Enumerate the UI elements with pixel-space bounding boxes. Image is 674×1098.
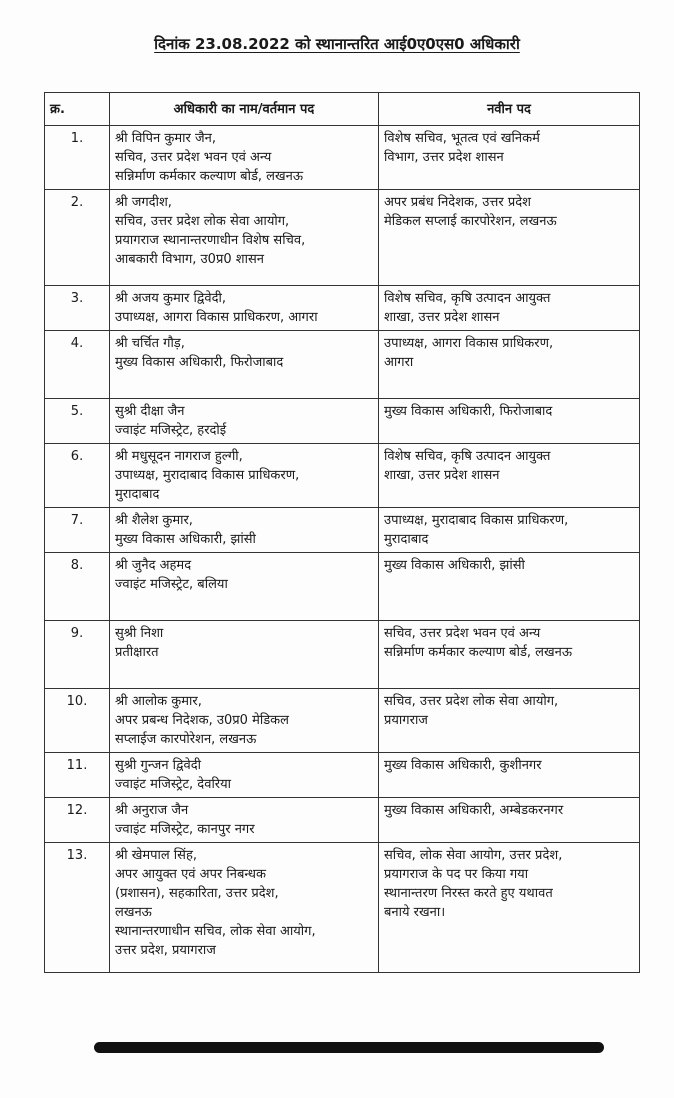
new-post-line: स्थानान्तरण निरस्त करते हुए यथावत (384, 886, 553, 901)
new-post-line: सन्निर्माण कर्मकार कल्याण बोर्ड, लखनऊ (384, 645, 573, 660)
current-post-line: सप्लाईज कारपोरेशन, लखनऊ (115, 732, 257, 747)
row-new-post (379, 553, 640, 621)
current-post-line: ज्वाइंट मजिस्ट्रेट, हरदोई (115, 423, 227, 438)
row-current-post (110, 444, 379, 508)
table-header-row (45, 93, 640, 126)
current-post-line: श्री विपिन कुमार जैन, (115, 131, 216, 146)
current-post-line: सचिव, उत्तर प्रदेश लोक सेवा आयोग, (115, 214, 290, 229)
row-current-post (110, 190, 379, 286)
new-post-line: मेडिकल सप्लाई कारपोरेशन, लखनऊ (384, 214, 557, 229)
table-row (45, 508, 640, 553)
row-new-post (379, 753, 640, 798)
table-row (45, 331, 640, 399)
row-new-post (379, 798, 640, 843)
scroll-indicator-bar (94, 1042, 604, 1053)
row-serial: 9. (45, 621, 110, 689)
current-post-line: श्री जुनैद अहमद (115, 558, 192, 573)
current-post-line: लखनऊ (115, 905, 152, 920)
current-post-line: ज्वाइंट मजिस्ट्रेट, देवरिया (115, 777, 232, 792)
row-new-post (379, 843, 640, 973)
row-current-post (110, 508, 379, 553)
new-post-line: सचिव, लोक सेवा आयोग, उत्तर प्रदेश, (384, 848, 563, 863)
new-post-line: सचिव, उत्तर प्रदेश लोक सेवा आयोग, (384, 694, 559, 709)
current-post-line: श्री खेमपाल सिंह, (115, 848, 197, 863)
current-post-line: उपाध्यक्ष, आगरा विकास प्राधिकरण, आगरा (115, 310, 318, 325)
row-new-post (379, 689, 640, 753)
row-serial: 3. (45, 286, 110, 331)
table-row (45, 190, 640, 286)
new-post-line: बनाये रखना। (384, 905, 446, 920)
transfer-table (44, 92, 640, 973)
current-post-line: श्री जगदीश, (115, 195, 172, 210)
current-post-line: अपर आयुक्त एवं अपर निबन्धक (115, 867, 267, 882)
row-new-post (379, 286, 640, 331)
current-post-line: सुश्री दीक्षा जैन (115, 404, 185, 419)
current-post-line: श्री अनुराज जैन (115, 803, 189, 818)
row-current-post (110, 126, 379, 190)
row-serial: 1. (45, 126, 110, 190)
document-title (0, 34, 674, 54)
current-post-line: अपर प्रबन्ध निदेशक, उ0प्र0 मेडिकल (115, 713, 289, 728)
row-serial: 7. (45, 508, 110, 553)
row-new-post (379, 331, 640, 399)
row-current-post (110, 798, 379, 843)
new-post-line: उपाध्यक्ष, आगरा विकास प्राधिकरण, (384, 336, 554, 351)
table-row (45, 798, 640, 843)
current-post-line: आबकारी विभाग, उ0प्र0 शासन (115, 252, 264, 267)
row-serial: 11. (45, 753, 110, 798)
current-post-line: स्थानान्तरणाधीन सचिव, लोक सेवा आयोग, (115, 924, 316, 939)
current-post-line: सचिव, उत्तर प्रदेश भवन एवं अन्य (115, 150, 272, 165)
row-serial: 13. (45, 843, 110, 973)
current-post-line: प्रयागराज स्थानान्तरणाधीन विशेष सचिव, (115, 233, 306, 248)
new-post-line: विभाग, उत्तर प्रदेश शासन (384, 150, 504, 165)
row-new-post (379, 190, 640, 286)
header-current-post: अधिकारी का नाम/वर्तमान पद (110, 93, 379, 126)
new-post-line: शाखा, उत्तर प्रदेश शासन (384, 468, 500, 483)
current-post-line: सुश्री गुन्जन द्विवेदी (115, 758, 202, 773)
current-post-line: (प्रशासन), सहकारिता, उत्तर प्रदेश, (115, 886, 279, 901)
row-new-post (379, 444, 640, 508)
table-row (45, 126, 640, 190)
new-post-line: विशेष सचिव, कृषि उत्पादन आयुक्त (384, 291, 551, 306)
row-current-post (110, 399, 379, 444)
row-new-post (379, 399, 640, 444)
current-post-line: श्री अजय कुमार द्विवेदी, (115, 291, 227, 306)
current-post-line: मुख्य विकास अधिकारी, झांसी (115, 532, 256, 547)
new-post-line: आगरा (384, 355, 414, 370)
new-post-line: शाखा, उत्तर प्रदेश शासन (384, 310, 500, 325)
table-row (45, 753, 640, 798)
row-serial: 2. (45, 190, 110, 286)
current-post-line: श्री चर्चित गौड़, (115, 336, 185, 351)
current-post-line: ज्वाइंट मजिस्ट्रेट, बलिया (115, 577, 228, 592)
row-current-post (110, 843, 379, 973)
current-post-line: श्री शैलेश कुमार, (115, 513, 193, 528)
new-post-line: मुख्य विकास अधिकारी, अम्बेडकरनगर (384, 803, 564, 818)
new-post-line: मुख्य विकास अधिकारी, कुशीनगर (384, 758, 542, 773)
row-current-post (110, 553, 379, 621)
row-new-post (379, 126, 640, 190)
current-post-line: सुश्री निशा (115, 626, 164, 641)
current-post-line: मुख्य विकास अधिकारी, फिरोजाबाद (115, 355, 284, 370)
new-post-line: मुख्य विकास अधिकारी, फिरोजाबाद (384, 404, 553, 419)
table-row (45, 286, 640, 331)
table-row (45, 399, 640, 444)
header-new-post: नवीन पद (379, 93, 640, 126)
row-current-post (110, 331, 379, 399)
table-body (45, 126, 640, 973)
header-serial: क्र. (45, 93, 110, 126)
new-post-line: उपाध्यक्ष, मुरादाबाद विकास प्राधिकरण, (384, 513, 569, 528)
current-post-line: मुरादाबाद (115, 487, 160, 502)
table-row (45, 444, 640, 508)
row-serial: 10. (45, 689, 110, 753)
new-post-line: अपर प्रबंध निदेशक, उत्तर प्रदेश (384, 195, 531, 210)
current-post-line: उपाध्यक्ष, मुरादाबाद विकास प्राधिकरण, (115, 468, 300, 483)
new-post-line: विशेष सचिव, भूतत्व एवं खनिकर्म (384, 131, 540, 146)
row-serial: 12. (45, 798, 110, 843)
row-serial: 5. (45, 399, 110, 444)
new-post-line: प्रयागराज के पद पर किया गया (384, 867, 529, 882)
current-post-line: प्रतीक्षारत (115, 645, 159, 660)
table-row (45, 689, 640, 753)
new-post-line: विशेष सचिव, कृषि उत्पादन आयुक्त (384, 449, 551, 464)
new-post-line: मुख्य विकास अधिकारी, झांसी (384, 558, 525, 573)
row-current-post (110, 753, 379, 798)
new-post-line: मुरादाबाद (384, 532, 429, 547)
table-row (45, 553, 640, 621)
row-serial: 4. (45, 331, 110, 399)
current-post-line: श्री मधुसूदन नागराज हुल्गी, (115, 449, 243, 464)
row-new-post (379, 508, 640, 553)
row-current-post (110, 286, 379, 331)
row-new-post (379, 621, 640, 689)
new-post-line: प्रयागराज (384, 713, 428, 728)
table-row (45, 843, 640, 973)
document-title-text: दिनांक 23.08.2022 को स्थानान्तरित आई0ए0एस0 अधिकारी (154, 35, 520, 53)
table-row (45, 621, 640, 689)
current-post-line: उत्तर प्रदेश, प्रयागराज (115, 943, 216, 958)
current-post-line: सन्निर्माण कर्मकार कल्याण बोर्ड, लखनऊ (115, 169, 304, 184)
new-post-line: सचिव, उत्तर प्रदेश भवन एवं अन्य (384, 626, 541, 641)
row-serial: 6. (45, 444, 110, 508)
row-current-post (110, 689, 379, 753)
current-post-line: ज्वाइंट मजिस्ट्रेट, कानपुर नगर (115, 822, 255, 837)
current-post-line: श्री आलोक कुमार, (115, 694, 202, 709)
row-current-post (110, 621, 379, 689)
row-serial: 8. (45, 553, 110, 621)
